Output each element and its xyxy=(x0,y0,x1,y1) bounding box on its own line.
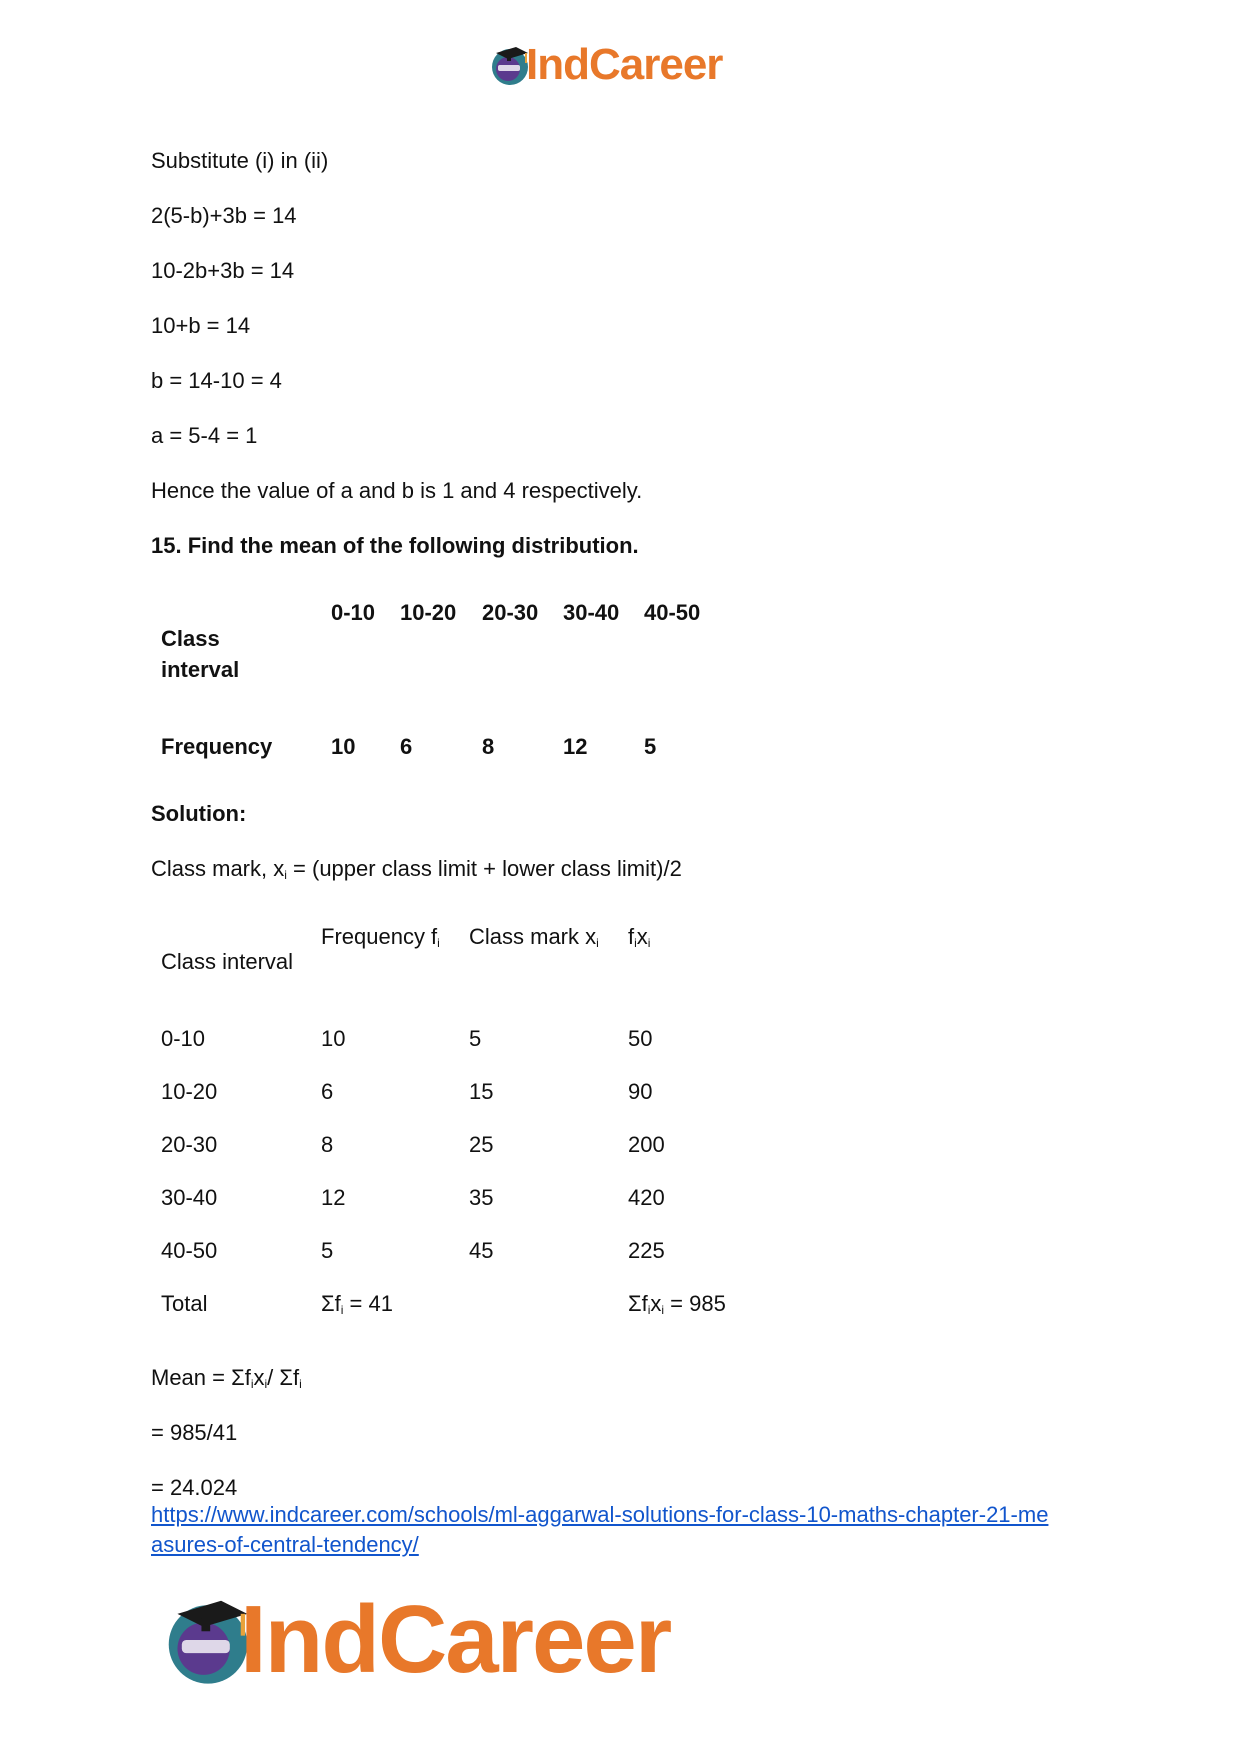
header-class-mark: Class mark $x_i$ xyxy=(469,924,599,950)
class-mark-cell: 5 xyxy=(469,1026,482,1051)
frequency-cell: 12 xyxy=(563,734,588,759)
total-label: Total xyxy=(161,1291,208,1316)
frequency-cell: 8 xyxy=(482,734,495,759)
frequency-cell: 6 xyxy=(400,734,413,759)
fx-cell: 200 xyxy=(628,1132,665,1157)
class-interval-label: Class xyxy=(161,626,220,651)
mean-step: = 985/41 xyxy=(151,1420,238,1445)
footer-logo xyxy=(160,1585,670,1695)
class-mark-cell: 45 xyxy=(469,1238,494,1263)
header-fx: $f_ix_i$ xyxy=(628,924,651,950)
class-mark-formula: Class mark, $x_i$ = (upper class limit + lower class limit)/2 xyxy=(151,856,682,882)
fx-cell: 50 xyxy=(628,1026,653,1051)
step-line: Substitute (i) in (ii) xyxy=(151,148,329,173)
footer-logo-text: IndCareer xyxy=(240,1586,671,1693)
question-heading: 15. Find the mean of the following distribution. xyxy=(151,533,639,558)
frequency-cell: 10 xyxy=(321,1026,346,1051)
frequency-cell: 6 xyxy=(321,1079,334,1104)
fx-cell: 420 xyxy=(628,1185,665,1210)
step-line: 10+b = 14 xyxy=(151,313,251,338)
mean-result: = 24.024 xyxy=(151,1475,238,1500)
frequency-cell: 10 xyxy=(331,734,356,759)
frequency-cell: 5 xyxy=(321,1238,334,1263)
header-logo-text: IndCareer xyxy=(526,40,723,89)
interval-cell: 10-20 xyxy=(161,1079,218,1104)
class-mark-cell: 35 xyxy=(469,1185,494,1210)
interval-cell: 0-10 xyxy=(331,600,376,625)
class-interval-label: interval xyxy=(161,657,240,682)
frequency-cell: 8 xyxy=(321,1132,334,1157)
interval-cell: 30-40 xyxy=(161,1185,218,1210)
step-line: a = 5-4 = 1 xyxy=(151,423,258,448)
step-line: 2(5-b)+3b = 14 xyxy=(151,203,297,228)
source-link-continued[interactable]: asures-of-central-tendency/ xyxy=(151,1532,419,1557)
solution-heading: Solution: xyxy=(151,801,247,826)
fx-cell: 225 xyxy=(628,1238,665,1263)
sum-frequency: $\Sigma f_i = 41$ xyxy=(321,1291,393,1317)
frequency-label: Frequency xyxy=(161,734,273,759)
class-mark-cell: 25 xyxy=(469,1132,494,1157)
frequency-cell: 12 xyxy=(321,1185,346,1210)
conclusion-line: Hence the value of a and b is 1 and 4 respectively. xyxy=(151,478,643,503)
interval-cell: 30-40 xyxy=(563,600,620,625)
fx-cell: 90 xyxy=(628,1079,653,1104)
sum-fx: $\Sigma f_ix_i = 985$ xyxy=(628,1291,726,1317)
header-logo xyxy=(488,40,722,90)
source-link[interactable]: https://www.indcareer.com/schools/ml-aggarwal-solutions-for-class-10-maths-chapter-21-me xyxy=(151,1502,1049,1527)
frequency-cell: 5 xyxy=(644,734,657,759)
step-line: b = 14-10 = 4 xyxy=(151,368,282,393)
header-frequency: Frequency $f_i$ xyxy=(321,924,440,950)
interval-cell: 40-50 xyxy=(644,600,701,625)
interval-cell: 20-30 xyxy=(161,1132,218,1157)
interval-cell: 10-20 xyxy=(400,600,457,625)
interval-cell: 40-50 xyxy=(161,1238,218,1263)
step-line: 10-2b+3b = 14 xyxy=(151,258,295,283)
interval-cell: 0-10 xyxy=(161,1026,206,1051)
class-mark-cell: 15 xyxy=(469,1079,494,1104)
interval-cell: 20-30 xyxy=(482,600,539,625)
mean-formula: Mean = $\Sigma f_ix_i/$ $\Sigma f_i$ xyxy=(151,1365,302,1391)
header-class-interval: Class interval xyxy=(161,949,294,974)
